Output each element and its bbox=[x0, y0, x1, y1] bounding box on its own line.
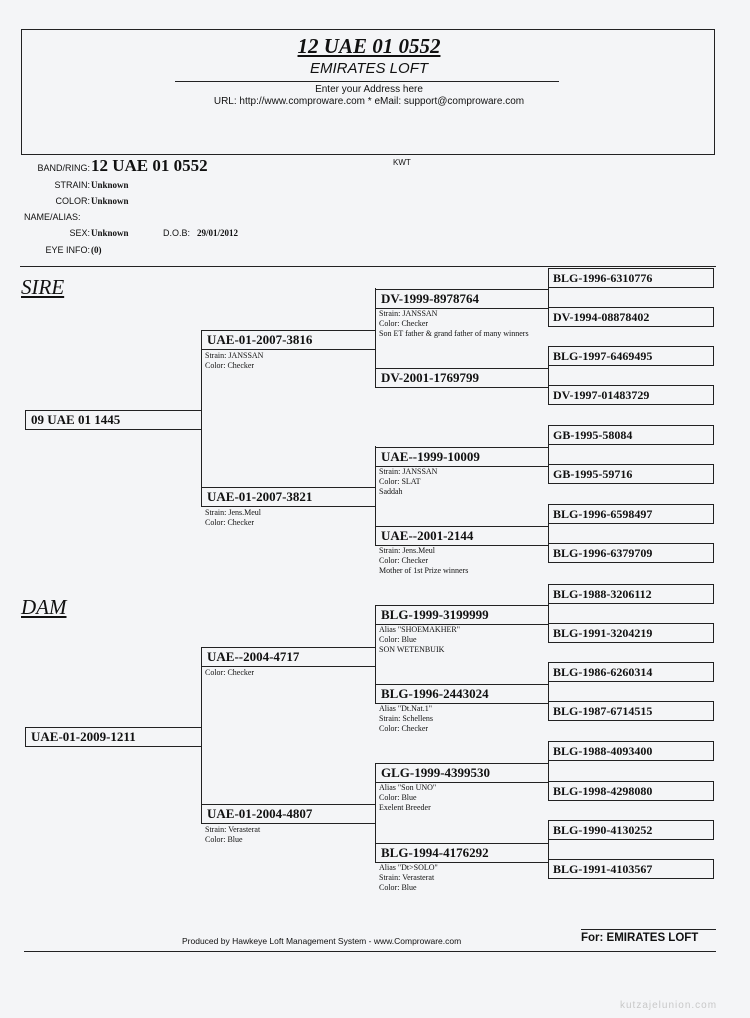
gen3-box: DV-2001-1769799 bbox=[375, 368, 549, 388]
info-divider bbox=[20, 266, 716, 267]
gen4-box: BLG-1998-4298080 bbox=[548, 781, 714, 801]
country-code: KWT bbox=[393, 158, 411, 167]
detail-line: Color: Checker bbox=[379, 556, 429, 565]
gen3-box: UAE--1999-10009 bbox=[375, 447, 549, 467]
gen4-box: BLG-1991-3204219 bbox=[548, 623, 714, 643]
gen3-box: UAE--2001-2144 bbox=[375, 526, 549, 546]
gen2-details bbox=[205, 508, 261, 528]
gen3-details bbox=[379, 467, 437, 497]
gen4-box: GB-1995-58084 bbox=[548, 425, 714, 445]
color-value: Unknown bbox=[91, 196, 129, 206]
footer-rule bbox=[24, 951, 716, 952]
loft-name: EMIRATES LOFT bbox=[309, 60, 429, 77]
gen2-box: UAE-01-2004-4807 bbox=[201, 804, 376, 824]
detail-line: Color: Checker bbox=[205, 361, 255, 370]
footer-rule-short bbox=[581, 929, 716, 930]
gen3-details bbox=[379, 309, 529, 339]
detail-line: Alias "Son UNO" bbox=[379, 783, 437, 792]
detail-line: Color: SLAT bbox=[379, 477, 421, 486]
eye-value: (0) bbox=[91, 245, 102, 255]
sire-ring-box: 09 UAE 01 1445 bbox=[25, 410, 202, 430]
header-rule bbox=[175, 81, 559, 82]
gen4-box: BLG-1987-6714515 bbox=[548, 701, 714, 721]
eye-label: EYE INFO: bbox=[45, 245, 90, 255]
gen4-box: BLG-1997-6469495 bbox=[548, 346, 714, 366]
watermark: kutzajelunion.com bbox=[620, 1000, 718, 1011]
gen3-box: BLG-1994-4176292 bbox=[375, 843, 549, 863]
gen3-details bbox=[379, 625, 460, 655]
gen4-box: DV-1994-08878402 bbox=[548, 307, 714, 327]
sex-label: SEX: bbox=[69, 228, 90, 238]
name-label: NAME/ALIAS: bbox=[24, 212, 81, 222]
address-line: Enter your Address here bbox=[315, 84, 423, 95]
detail-line: Strain: JANSSAN bbox=[379, 467, 438, 476]
detail-line: Strain: Jens.Meul bbox=[379, 546, 435, 555]
detail-line: Alias "Dt.Nat.1" bbox=[379, 704, 432, 713]
for-loft: For: EMIRATES LOFT bbox=[581, 932, 699, 944]
gen2-details bbox=[205, 668, 254, 678]
url-line: URL: http://www.comproware.com * eMail: support@comproware.com bbox=[213, 96, 525, 107]
detail-line: Color: Checker bbox=[205, 668, 255, 677]
detail-line: Alias "SHOEMAKHER" bbox=[379, 625, 460, 634]
detail-line: Strain: Verasterat bbox=[379, 873, 435, 882]
sex-value: Unknown bbox=[91, 228, 129, 238]
detail-line: Strain: JANSSAN bbox=[205, 351, 264, 360]
gen4-box: DV-1997-01483729 bbox=[548, 385, 714, 405]
band-label: BAND/RING: bbox=[37, 163, 90, 173]
produced-by: Produced by Hawkeye Loft Management System - www.Comproware.com bbox=[182, 936, 462, 946]
gen4-box: BLG-1996-6310776 bbox=[548, 268, 714, 288]
detail-line: Color: Checker bbox=[205, 518, 255, 527]
gen3-details bbox=[379, 783, 436, 813]
detail-line: SON WETENBUIK bbox=[379, 645, 445, 654]
pedigree-title: 12 UAE 01 0552 bbox=[297, 34, 441, 58]
gen4-box: BLG-1988-3206112 bbox=[548, 584, 714, 604]
detail-line: Alias "Dt>SOLO" bbox=[379, 863, 438, 872]
detail-line: Exelent Breeder bbox=[379, 803, 431, 812]
strain-label: STRAIN: bbox=[54, 180, 90, 190]
detail-line: Strain: JANSSAN bbox=[379, 309, 438, 318]
detail-line: Color: Blue bbox=[379, 793, 417, 802]
strain-value: Unknown bbox=[91, 180, 129, 190]
gen2-box: UAE--2004-4717 bbox=[201, 647, 376, 667]
dob-value: 29/01/2012 bbox=[197, 228, 239, 238]
detail-line: Color: Checker bbox=[379, 319, 429, 328]
gen3-box: BLG-1996-2443024 bbox=[375, 684, 549, 704]
gen4-box: BLG-1996-6379709 bbox=[548, 543, 714, 563]
dob-label: D.O.B: bbox=[163, 228, 191, 238]
gen2-details bbox=[205, 351, 263, 371]
gen4-box: BLG-1988-4093400 bbox=[548, 741, 714, 761]
gen4-box: GB-1995-59716 bbox=[548, 464, 714, 484]
dam-ring-box: UAE-01-2009-1211 bbox=[25, 727, 202, 747]
detail-line: Color: Blue bbox=[205, 835, 243, 844]
gen2-details bbox=[205, 825, 260, 845]
dam-heading: DAM bbox=[21, 595, 67, 619]
gen4-box: BLG-1990-4130252 bbox=[548, 820, 714, 840]
detail-line: Color: Checker bbox=[379, 724, 429, 733]
sire-heading: SIRE bbox=[21, 275, 65, 299]
band-value: 12 UAE 01 0552 bbox=[91, 156, 208, 175]
gen2-box: UAE-01-2007-3816 bbox=[201, 330, 376, 350]
detail-line: Strain: Jens.Meul bbox=[205, 508, 261, 517]
gen3-details bbox=[379, 546, 468, 576]
detail-line: Color: Blue bbox=[379, 883, 417, 892]
detail-line: Strain: Verasterat bbox=[205, 825, 261, 834]
connector-dam bbox=[201, 666, 202, 823]
gen4-box: BLG-1986-6260314 bbox=[548, 662, 714, 682]
detail-line: Mother of 1st Prize winners bbox=[379, 566, 469, 575]
gen4-box: BLG-1991-4103567 bbox=[548, 859, 714, 879]
gen2-box: UAE-01-2007-3821 bbox=[201, 487, 376, 507]
detail-line: Strain: Schellens bbox=[379, 714, 433, 723]
color-label: COLOR: bbox=[55, 196, 90, 206]
connector-sire bbox=[201, 349, 202, 506]
detail-line: Color: Blue bbox=[379, 635, 417, 644]
gen3-box: DV-1999-8978764 bbox=[375, 289, 549, 309]
gen3-box: BLG-1999-3199999 bbox=[375, 605, 549, 625]
gen4-box: BLG-1996-6598497 bbox=[548, 504, 714, 524]
gen3-box: GLG-1999-4399530 bbox=[375, 763, 549, 783]
gen3-details bbox=[379, 704, 433, 734]
detail-line: Son ET father & grand father of many winners bbox=[379, 329, 529, 338]
header-box bbox=[21, 29, 715, 155]
gen3-details bbox=[379, 863, 438, 893]
detail-line: Saddah bbox=[379, 487, 403, 496]
